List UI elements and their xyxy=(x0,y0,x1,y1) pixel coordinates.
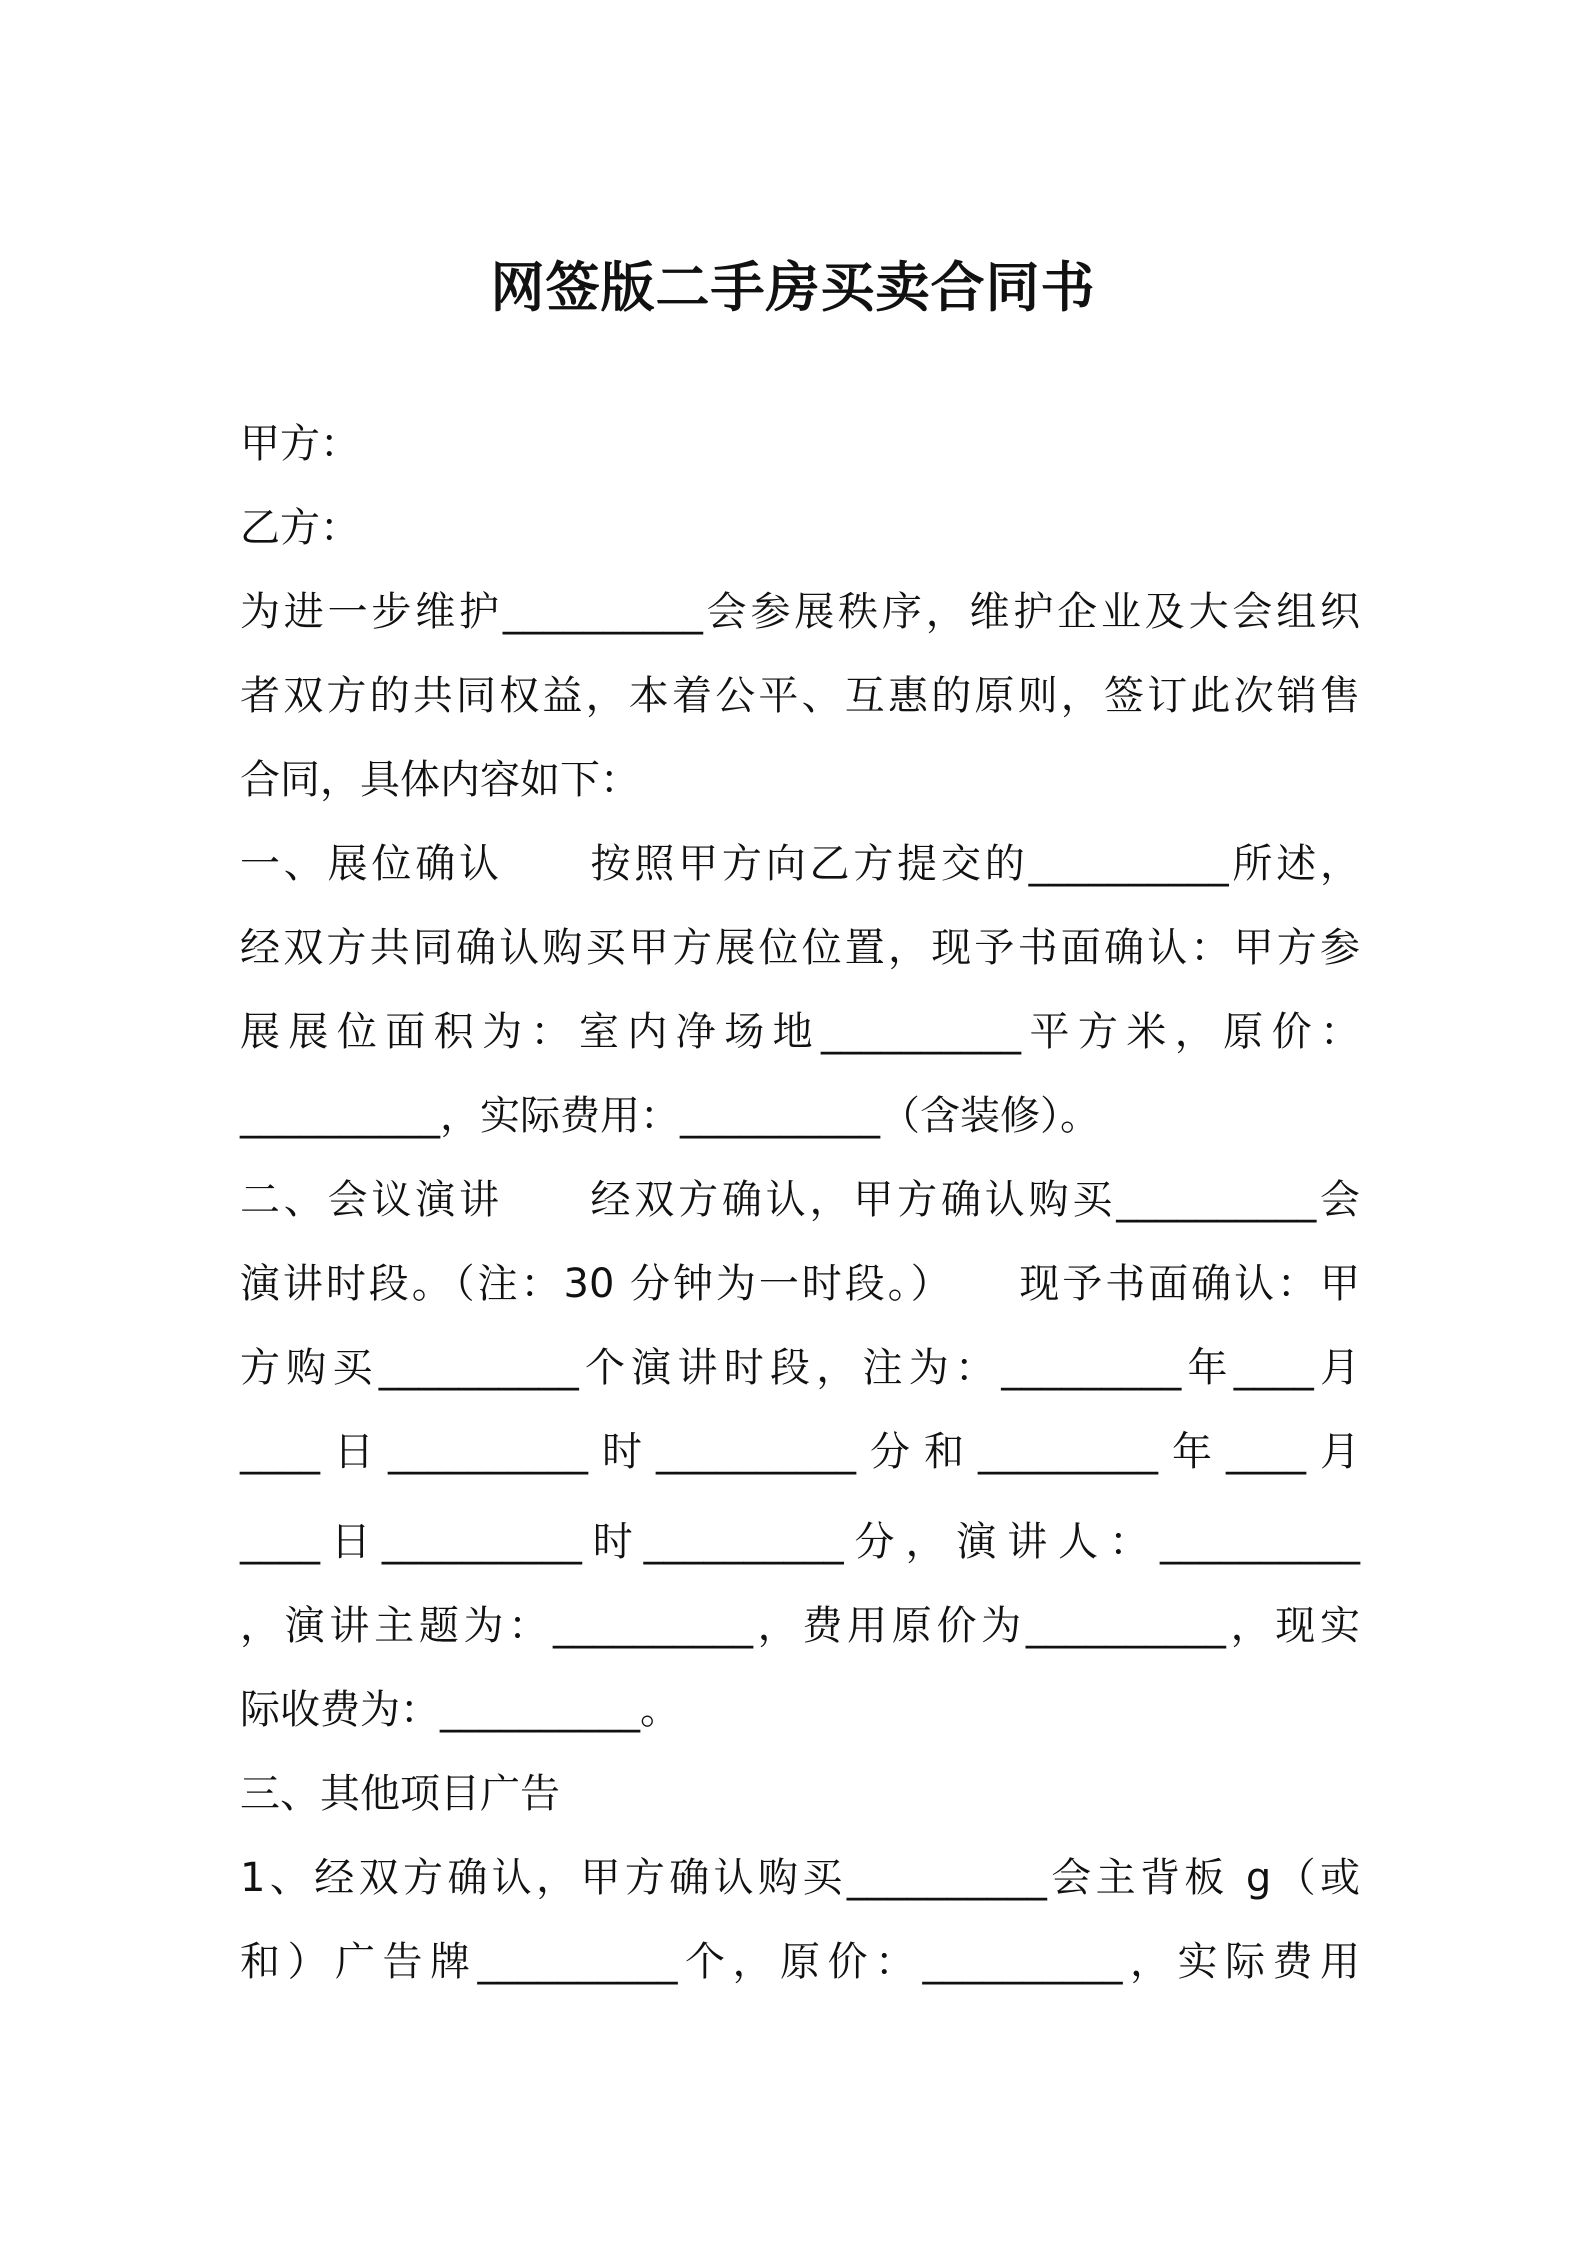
section-2-line-6: ，演讲主题为：__________，费用原价为__________，现实 xyxy=(240,1603,1360,1649)
section-2-line-5: ____日__________时__________分，演讲人：__________ xyxy=(240,1519,1360,1565)
section-2-line-7: 际收费为：__________。 xyxy=(240,1687,680,1733)
section-1-line-3: 展展位面积为：室内净场地__________平方米，原价： xyxy=(240,1009,1360,1055)
party-b-line: 乙方： xyxy=(240,505,360,551)
section-3-line-2: 和）广告牌__________个，原价：__________，实际费用 xyxy=(240,1939,1360,1985)
section-3-heading: 三、其他项目广告 xyxy=(240,1771,560,1817)
preamble-line-3: 合同，具体内容如下： xyxy=(240,757,640,803)
section-1-line-4: __________，实际费用：__________（含装修）。 xyxy=(240,1093,1100,1139)
section-2-line-4: ____日__________时__________分和_________年____月 xyxy=(240,1429,1360,1475)
preamble-line-2: 者双方的共同权益，本着公平、互惠的原则，签订此次销售 xyxy=(240,673,1360,719)
section-2-line-2: 演讲时段。（注：30 分钟为一时段。） 现予书面确认：甲 xyxy=(240,1261,1360,1307)
preamble-line-1: 为进一步维护__________会参展秩序，维护企业及大会组织 xyxy=(240,589,1360,635)
document-title: 网签版二手房买卖合同书 xyxy=(490,256,1096,319)
section-1-line-1: 一、展位确认 按照甲方向乙方提交的__________所述， xyxy=(240,841,1360,887)
section-3-line-1: 1、经双方确认，甲方确认购买__________会主背板 g（或 xyxy=(240,1855,1360,1901)
section-2-line-3: 方购买__________个演讲时段，注为：_________年____月 xyxy=(240,1345,1360,1391)
section-2-line-1: 二、会议演讲 经双方确认，甲方确认购买__________会 xyxy=(240,1177,1360,1223)
section-1-line-2: 经双方共同确认购买甲方展位位置，现予书面确认：甲方参 xyxy=(240,925,1360,971)
party-a-line: 甲方： xyxy=(240,421,360,467)
